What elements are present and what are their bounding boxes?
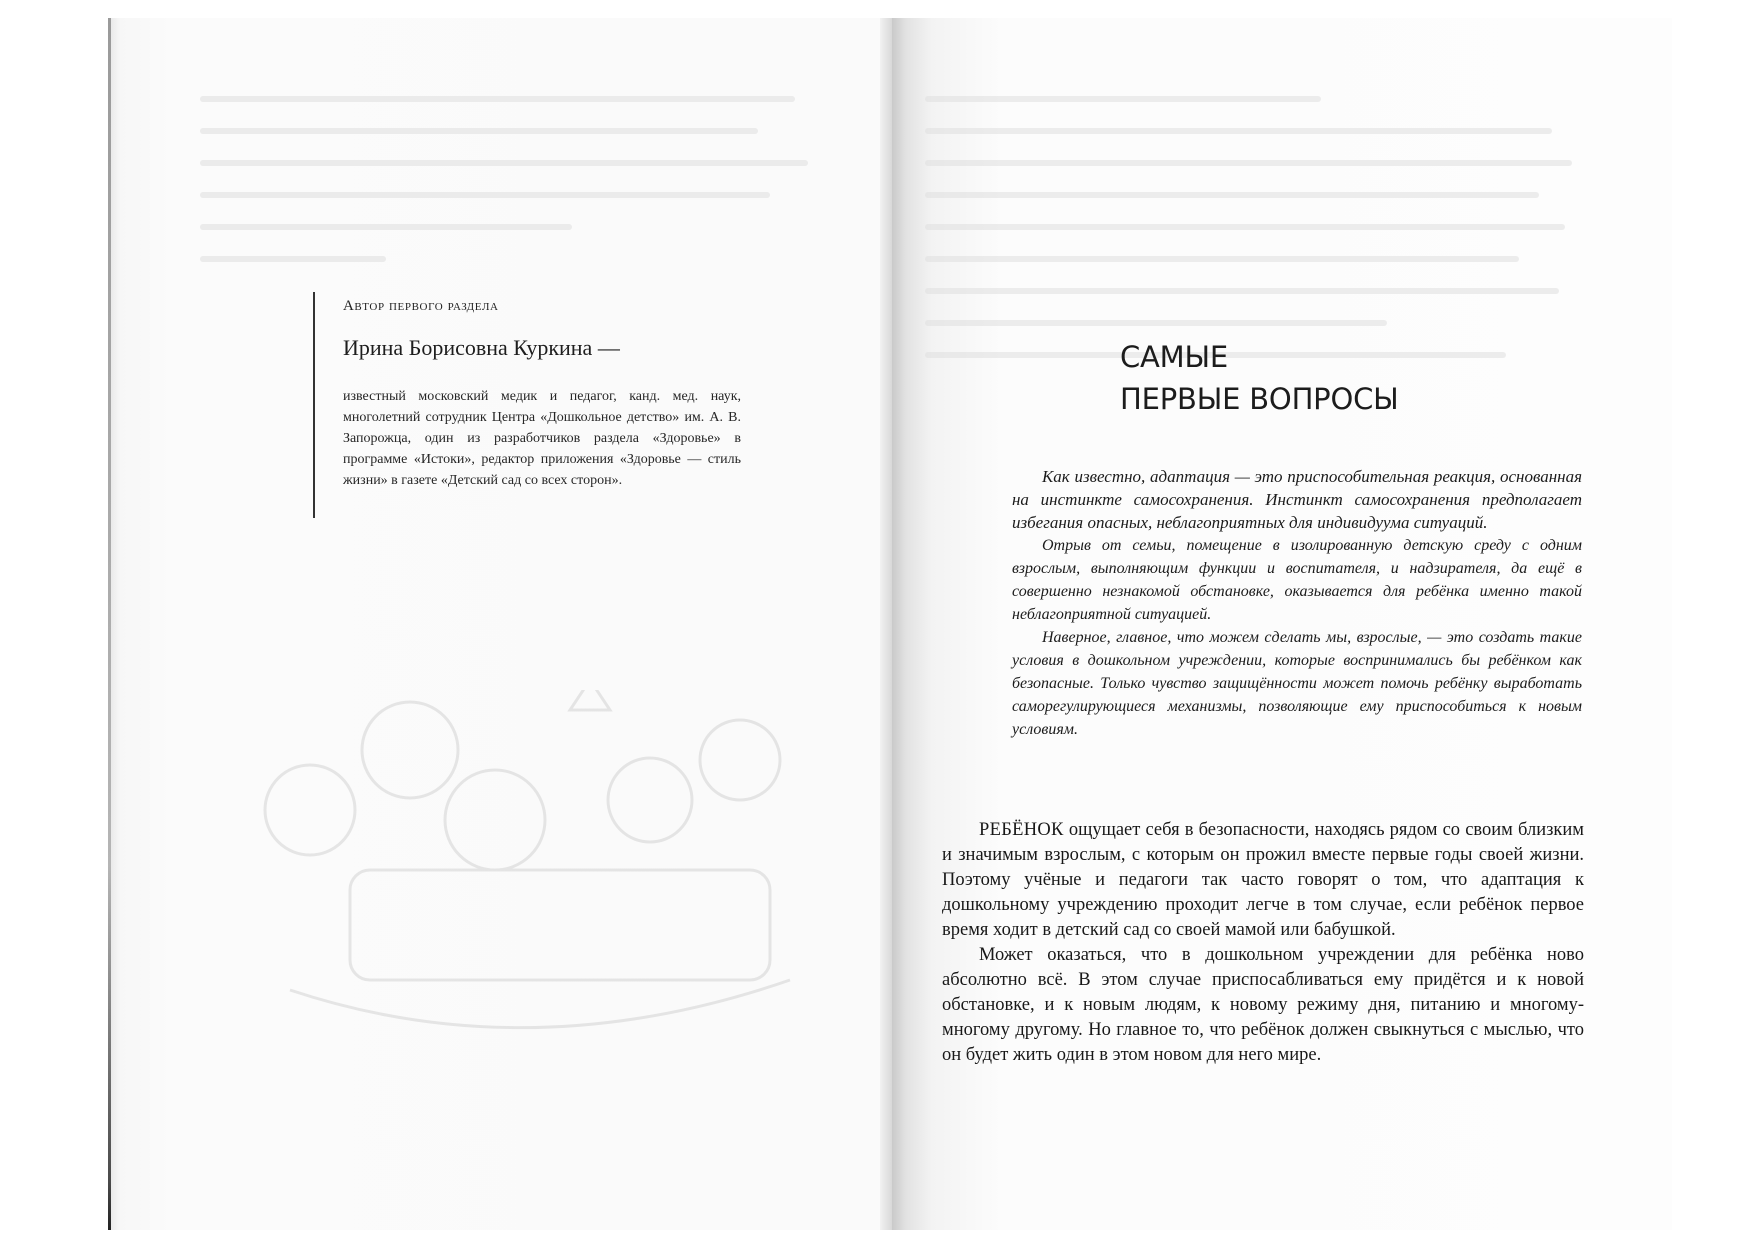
show-through-illustration xyxy=(250,690,810,1050)
left-show-through-lines xyxy=(200,96,820,288)
chapter-epigraph xyxy=(1012,465,1582,741)
body-text xyxy=(942,818,1584,1068)
book-gutter xyxy=(880,18,892,1230)
epigraph-paragraph-2: Отрыв от семьи, помещение в изолированную детскую среду с одним взрослым, выполняющим функции и воспитателя, и надзирателя, да ещё в совершенно незнакомой обстановке, оказывается для ребёнка именно такой неблагоприятной ситуацией. xyxy=(1012,537,1582,623)
body-paragraph-1 xyxy=(942,818,1584,943)
author-name: Ирина Борисовна Куркина — xyxy=(343,335,620,360)
epigraph-paragraph-1: Как известно, адаптация — это приспособительная реакция, основанная на инстинкте самосохранения. Инстинкт самосохранения предполагает избегания опасных, неблагоприятных для индивидуума ситуаций. xyxy=(1012,467,1582,532)
body-paragraph-1-text: ощущает себя в безопасности, находясь рядом со своим близким и значимым взрослым, с которым он прожил вместе первые годы своей жизни. Поэтому учёные и педагоги так часто говорят о том, что адаптация к дошкольному учреждению проходит легче в том случае, если ребёнок первое время ходит в детский сад со своей мамой или бабушкой. xyxy=(942,820,1584,940)
left-page-edge xyxy=(108,18,111,1230)
chapter-title xyxy=(1120,336,1399,420)
body-paragraph-2: Может оказаться, что в дошкольном учреждении для ребёнка ново абсолютно всё. В этом случае приспосабливаться ему придётся и к новой обстановке, и к новым людям, к новому режиму дня, питанию и многому-многому другому. Но главное то, что ребёнок должен свыкнуться с мыслью, что он будет жить один в этом новом для него мире. xyxy=(942,945,1584,1065)
author-bio: известный московский медик и педагог, канд. мед. наук, многолетний сотрудник Центра «Дошкольное детство» им. А. В. Запорожца, один из разработчиков раздела «Здоровье» в программе «Истоки», редактор приложения «Здоровье — стиль жизни» в газете «Детский сад со всех сторон». xyxy=(343,389,741,488)
author-block-rule xyxy=(313,292,315,518)
chapter-title-line-2: ПЕРВЫЕ ВОПРОСЫ xyxy=(1120,382,1399,416)
chapter-title-line-1: САМЫЕ xyxy=(1120,340,1229,374)
author-section-label: Автор первого раздела xyxy=(343,298,499,314)
epigraph-paragraph-3: Наверное, главное, что можем сделать мы, взрослые, — это создать такие условия в дошкольном учреждении, которые воспринимались бы ребёнком как безопасные. Только чувство защищённости может помочь ребёнку выработать саморегулирующиеся механизмы, позволяющие ему приспособиться к новым условиям. xyxy=(1012,629,1582,738)
body-lead-word: РЕБЁНОК xyxy=(979,820,1064,840)
